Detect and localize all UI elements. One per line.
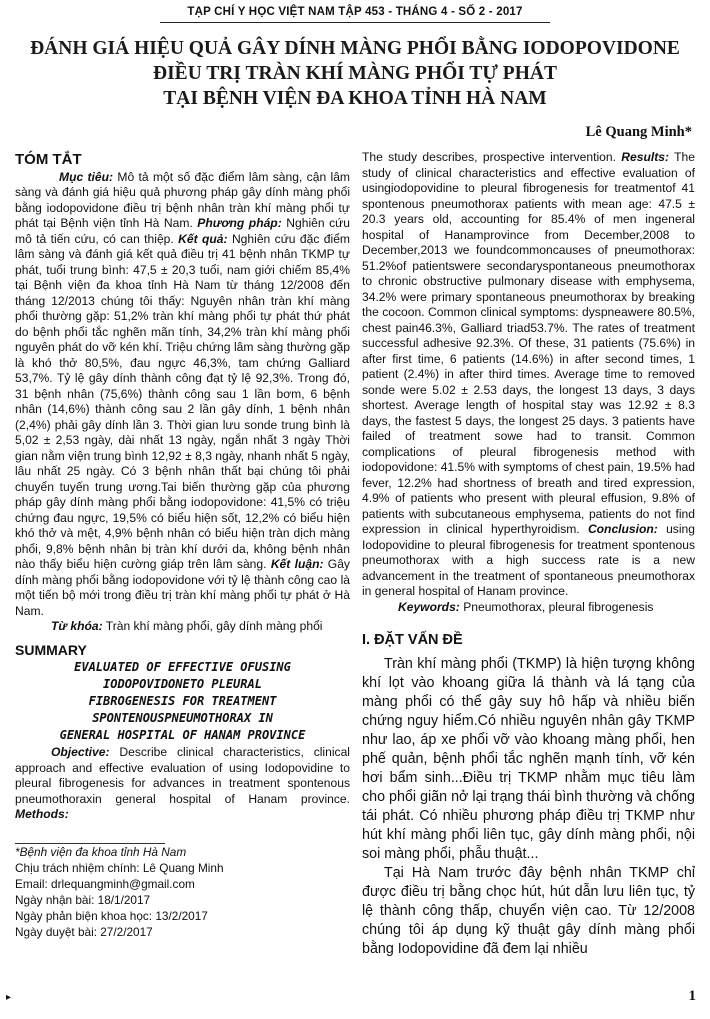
label-phuong-phap: Phương pháp: [197,216,282,230]
text-objective: Describe clinical characteristics, clinical approach and effective evaluation of using Iodopovidine to pleural fibrogenesis for advances in treatment spontenous pneumothoraxin general hospital of Hanam province. [15,745,350,806]
label-conclusion: Conclusion: [587,522,658,536]
section-paragraph: Tràn khí màng phổi (TKMP) là hiện tượng không khí lọt vào khoang giữa lá thành và lá tạng của màng phổi có thể gây suy hô hấp và nhiều biến chứng nguy hiểm.Có nhiều nguyên nhân gây TKMP như lao, áp xe phổi vỡ vào khoang màng phổi, hen phế quản, bệnh phổi tắc nghẽn mạnh tính, vỡ kén hơi bẩm sinh...Điều trị TKMP nhằm mục tiêu làm cho phổi giãn nở lại trạng thái bình thường và chống tái phát. Có nhiều phương pháp điều trị TKMP như hút khí màng phổi liên tục, gây dính màng phổi, nội soi màng phổi, phẫu thuật... [362,655,695,862]
footnote-accepted: Ngày duyệt bài: 27/2/2017 [15,924,153,939]
summary-body-right [362,150,695,615]
label-results: Results: [621,150,670,164]
section-paragraph: Tại Hà Nam trước đây bệnh nhân TKMP chỉ được điều trị bằng chọc hút, hút dẫn lưu liên tục, tỷ lệ thành công thấp, chuyển viện cao. Từ 12/2008 chúng tôi áp dụng kỹ thuật gây dính màng phổi bằng Iodopovidine đã đem lại nhiều [362,864,695,957]
section-heading: I. ĐẶT VẤN ĐỀ [362,632,463,648]
label-objective: Objective: [51,745,110,759]
label-tu-khoa: Từ khóa: [51,619,103,633]
left-column [15,150,350,940]
margin-mark: ▸ [6,992,12,1003]
text-ket-luan: Gây dính màng phổi bằng iodopovidone với tỷ lệ thành công cao là một tiến bộ mới trong điều trị tràn khí màng phổi tự phát ở Hà Nam. [15,557,350,618]
author: Lê Quang Minh* [585,124,692,140]
footnote-email: Email: drlequangminh@gmail.com [15,876,195,891]
footnote [15,844,350,940]
summary-heading: SUMMARY [15,641,87,658]
article-title [20,36,690,111]
title-line: ĐIỀU TRỊ TRÀN KHÍ MÀNG PHỔI TỰ PHÁT [153,63,557,84]
title-line: ĐÁNH GIÁ HIỆU QUẢ GÂY DÍNH MÀNG PHỔI BẰNG IODOPOVIDONE [30,38,680,59]
text-muc-tieu: Mô tả một số đặc điểm lâm sàng, cận lâm sàng và đánh giá hiệu quả phương pháp gây dính màng phổi bằng iodopovidone điều trị bệnh nhân tràn khí màng phổi tự phát tại Bệnh viện tỉnh Hà Nam. [15,169,350,230]
abstract-body [15,170,350,635]
title-line: TẠI BỆNH VIỆN ĐA KHOA TỈNH HÀ NAM [163,88,547,109]
footnote-responsible: Chịu trách nhiệm chính: Lê Quang Minh [15,860,224,875]
text-tu-khoa: Tràn khí màng phổi, gây dính màng phổi [102,619,323,633]
label-methods: Methods: [15,807,69,821]
footnote-affiliation: *Bệnh viện đa khoa tỉnh Hà Nam [15,844,187,859]
text-phuong-phap: Nghiên cứu mô tả tiến cứu, có can thiệp. [15,216,350,246]
label-keywords: Keywords: [398,599,460,614]
section-body [362,655,695,959]
text-conclusion: using Iodopovidine to pleural fibrogenesis for treatment spontenous pneumothorax with a high success rate is a new advancement in the treatment of spontaneous pneumothorax in general hospital of Hanam province. [362,522,695,598]
page-number: 1 [688,988,696,1004]
summary-title-line: FIBROGENESIS FOR TREATMENT [88,694,277,708]
summary-title-line: EVALUATED OF EFFECTIVE OFUSING [74,660,291,674]
summary-body-left [15,745,350,823]
journal-header: TẠP CHÍ Y HỌC VIỆT NAM TẬP 453 - THÁNG 4 - SỐ 2 - 2017 [187,6,523,18]
text-keywords: Pneumothorax, pleural fibrogenesis [459,599,654,614]
summary-title-line: SPONTENOUSPNEUMOTHORAX IN [92,711,273,725]
text-ket-qua: Nghiên cứu đặc điểm lâm sàng và đánh giá kết quả điều trị 41 bệnh nhân TKMP tự phát, tuổi trung bình: 47,5 ± 20,3 tuổi, nam giới chiếm 85,4% tại Bệnh viện đa khoa tỉnh Hà Nam từ tháng 12/2008 đến tháng 12/2013 chúng tôi thấy: Nguyên nhân tràn khí màng phổi thường gặp: 51,2% tràn khí màng phổi tự phát thứ phát do bệnh phổi tắc nghẽn mãn tính, 34,2% tràn khí màng phổi nguyên phát do vỡ kén khí. Triệu chứng lâm sàng thường gặp là khó thở 80,5%, đau ngực 46,3%, tam chứng Galliard 53,7%. Tỷ lệ gây dính thành công đạt tỷ lệ 92,3%. Trong đó, 31 bệnh nhân (75,6%) thành công sau 1 lần bơm, 6 bệnh nhân (14,6%) thành công sau 2 lần gây dính, 1 bệnh nhân (2,4%) phải gây dính lần 3. Thời gian lưu sonde trung bình là 5,02 ± 2,53 ngày, dài nhất 13 ngày, ngắn nhất 3 ngày Thời gian nằm viện trung bình 12,92 ± 8,3 ngày, nhanh nhất 5 ngày, lâu nhất 25 ngày. Có 3 bệnh nhân thất bại chúng tôi phải chuyển tuyến trung ương.Tai biến thường gặp của phương pháp gây dính màng phổi bằng iodopovidone: 41,5% có triệu chứng đau ngực, 19,5% có biểu hiện sốt, 12,2% có biểu hiện khó thở và mệt, 4,9% bệnh nhân có biểu hiện tràn dịch màng phổi, 9,8% bệnh nhân bị tràn khí dưới da, không bệnh nhân nào thấy biểu hiện cường giáp trên lâm sàng. [15,231,350,571]
right-column [362,150,695,959]
label-muc-tieu: Mục tiêu: [59,169,114,184]
header-rule [160,22,550,23]
footnote-reviewed: Ngày phản biện khoa học: 13/2/2017 [15,908,208,923]
summary-title-line: IODOPOVIDONETO PLEURAL [103,677,262,691]
abstract-heading: TÓM TẮT [15,151,82,168]
text-methods: The study describes, prospective intervention. [362,150,616,164]
summary-title-line: GENERAL HOSPITAL OF HANAM PROVINCE [59,728,306,742]
label-ket-luan: Kết luận: [270,557,324,571]
label-ket-qua: Kết quả: [178,231,228,246]
summary-title [15,660,350,743]
footnote-received: Ngày nhận bài: 18/1/2017 [15,892,151,907]
text-results: The study of clinical characteristics and effective evaluation of usingiodopovidine to pleural fibrogenesis for treatmentof 41 spontenous pneumothorax patients with mean age: 47.5 ± 20.3 years old, accounting for 85.4% of men ingeneral hospital of Hanamprovince from December,2008 to December,2013 we foundcommoncauses of pneumothorax: 51.2%of patientswere secondaryspontaneous pneumothorax to chronic obstructive pulmonary disease with emphysema, 34.2% were primary spontaneous pneumothorax by breaking the cocoon. Common clinical symptoms: dyspneawere 80.5%, chest pain46.3%, Galliard triad53.7%. The rates of treatment successful adhesive 92.3%. Of these, 31 patients (75.6%) in after first time, 6 patients (14.6%) in after second times, 1 patient (2.4%) in after third times. Average time to removed sonde were 5.02 ± 2.53 days, the longest 13 days, 3 days shortest. Average length of hospital stay was 12.92 ± 8.3 days, the fastest 5 days, the longest 25 days. 3 patients have failed of treatment sowe had to transit. Common complications of pleural fibrogenesis method with iodopovidone: 41.5% with symptoms of chest pain, 19.5% had fever, 12.2% had shortness of breath and tired expression, 4.9% of patients who present with pleural effusion, 9.8% of patients with subcutaneous emphysema, patients do not find expression in clinical hyperthyroidism. [362,150,695,536]
